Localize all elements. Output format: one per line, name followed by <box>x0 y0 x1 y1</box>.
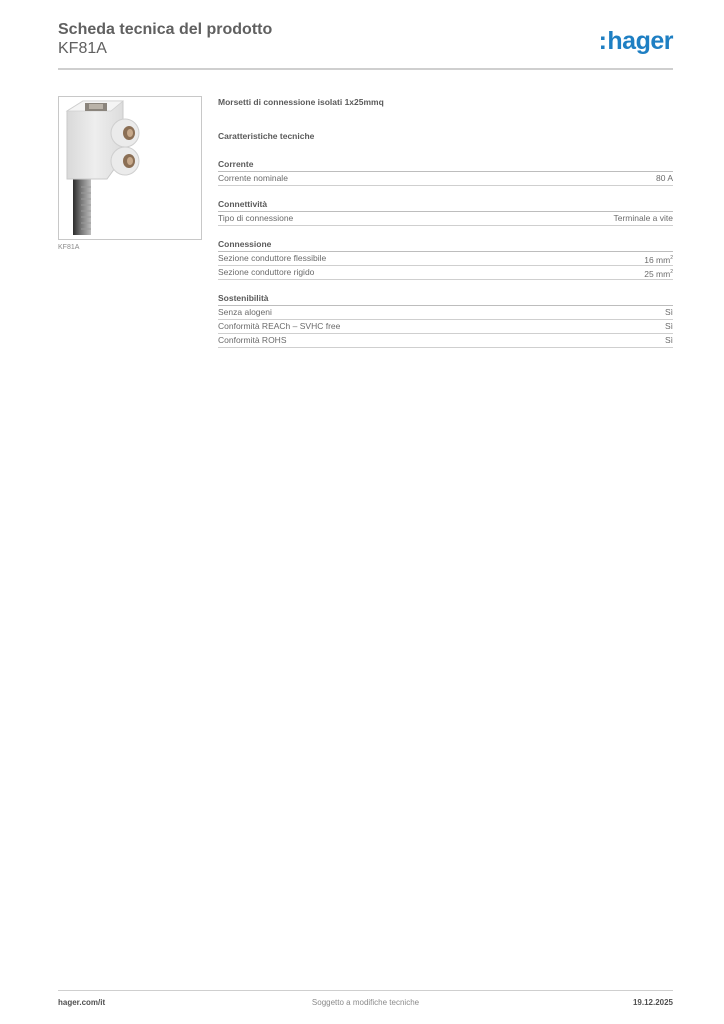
spec-row <box>218 212 673 226</box>
document-date: 19.12.2025 <box>632 998 673 1007</box>
spec-row <box>218 252 673 266</box>
group-title: Connettività <box>218 199 673 212</box>
spec-row <box>218 306 673 320</box>
image-caption: KF81A <box>58 244 80 251</box>
spec-label: Sezione conduttore flessibile <box>218 253 327 263</box>
spec-label: Tipo di connessione <box>218 213 294 223</box>
document-title: Scheda tecnica del prodotto <box>58 21 273 38</box>
product-image <box>58 96 202 240</box>
spec-value: 16 mm <box>644 255 671 265</box>
product-code: KF81A <box>58 40 107 57</box>
spec-value: Sì <box>664 335 673 345</box>
spec-value: Sì <box>664 321 673 331</box>
spec-value: 80 A <box>655 173 673 183</box>
spec-row <box>218 320 673 334</box>
group-title: Connessione <box>218 239 673 252</box>
superscript: 2 <box>670 255 673 261</box>
document-header <box>58 20 673 58</box>
spec-value: 25 mm <box>644 269 671 279</box>
spec-label: Sezione conduttore rigido <box>218 267 315 277</box>
spec-value: Terminale a vite <box>613 213 673 223</box>
group-corrente <box>218 159 673 186</box>
group-title: Sostenibilità <box>218 293 673 306</box>
footer-divider <box>58 990 673 991</box>
product-description: Morsetti di connessione isolati 1x25mmq <box>218 97 384 107</box>
spec-row <box>218 172 673 186</box>
section-title: Caratteristiche tecniche <box>218 131 315 141</box>
group-title: Corrente <box>218 159 673 172</box>
technical-content <box>218 96 673 348</box>
spec-row <box>218 266 673 280</box>
superscript: 2 <box>670 269 673 275</box>
group-connettivita <box>218 199 673 226</box>
spec-label: Conformità ROHS <box>218 335 287 345</box>
group-sostenibilita <box>218 293 673 348</box>
spec-value: Sì <box>664 307 673 317</box>
spec-label: Corrente nominale <box>218 173 288 183</box>
website-link[interactable]: hager.com/it <box>58 998 106 1007</box>
spec-label: Conformità REACh – SVHC free <box>218 321 341 331</box>
hager-logo <box>599 27 673 55</box>
footer-notice: Soggetto a modifiche tecniche <box>311 998 420 1007</box>
spec-value-wrap <box>644 252 673 265</box>
logo-text: hager <box>607 27 673 55</box>
header-divider <box>58 68 673 70</box>
spec-value-wrap <box>644 266 673 279</box>
group-connessione <box>218 239 673 280</box>
spec-row <box>218 334 673 348</box>
terminal-illustration-icon <box>59 97 201 239</box>
spec-label: Senza alogeni <box>218 307 272 317</box>
logo-colon: : <box>598 27 607 55</box>
